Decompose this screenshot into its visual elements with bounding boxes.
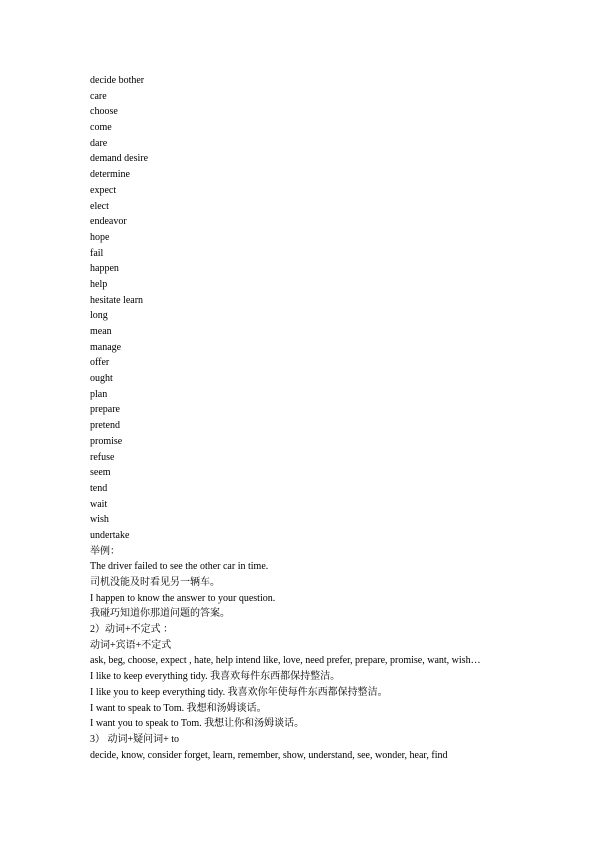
text-line: undertake (90, 529, 130, 541)
verb-list: ask, beg, choose, expect , hate, help intend like, love, need prefer, prepare, promise, want, wish… (90, 655, 481, 667)
text-line: prepare (90, 404, 120, 416)
text-line: demand desire (90, 153, 149, 165)
text-line: wish (90, 514, 109, 526)
text-line: help (90, 278, 108, 290)
subsection-heading: 动词+宾语+不定式 (90, 639, 172, 651)
text-line: happen (90, 263, 119, 275)
text-line: dare (90, 137, 108, 149)
example-translation: 司机没能及时看见另一辆车。 (90, 577, 220, 588)
section-heading: 2）动词+不定式 ： (90, 624, 174, 636)
example-sentence: The driver failed to see the other car in time. (90, 561, 269, 573)
text-line: seem (90, 467, 111, 479)
text-line: hope (90, 231, 110, 243)
text-line: ought (90, 373, 113, 385)
example-sentence: I like you to keep everything tidy. 我喜欢你年使每件东西都保持整洁。 (90, 686, 388, 698)
text-line: determine (90, 169, 130, 181)
example-heading: 举例： (90, 545, 120, 557)
text-line: hesitate learn (90, 294, 144, 306)
text-line: come (90, 122, 112, 134)
example-sentence: I like to keep everything tidy. 我喜欢每件东西都保持整洁。 (90, 671, 341, 683)
text-line: fail (90, 247, 104, 259)
text-line: pretend (90, 420, 120, 432)
text-line: refuse (90, 451, 115, 463)
text-line: plan (90, 388, 108, 400)
example-sentence: I happen to know the answer to your question. (90, 592, 276, 604)
text-line: choose (90, 106, 118, 118)
text-line: endeavor (90, 216, 127, 228)
text-line: offer (90, 357, 110, 369)
example-sentence: I want you to speak to Tom. 我想让你和汤姆谈话。 (90, 718, 305, 730)
text-line: decide bother (90, 75, 145, 86)
example-translation: 我碰巧知道你那道问题的答案。 (90, 608, 230, 620)
text-line: care (90, 90, 107, 102)
text-line: tend (90, 482, 108, 494)
text-line: expect (90, 184, 117, 196)
text-line: elect (90, 200, 109, 212)
text-line: promise (90, 435, 123, 447)
document-body (90, 73, 560, 763)
example-sentence: I want to speak to Tom. 我想和汤姆谈话。 (90, 702, 267, 714)
text-line: manage (90, 341, 122, 353)
section-heading: 3） 动词+疑问词+ to (90, 733, 180, 745)
text-line: mean (90, 326, 112, 337)
verb-list: decide, know, consider forget, learn, remember, show, understand, see, wonder, hear, find (90, 749, 448, 761)
text-line: wait (90, 498, 108, 510)
text-line: long (90, 310, 108, 322)
